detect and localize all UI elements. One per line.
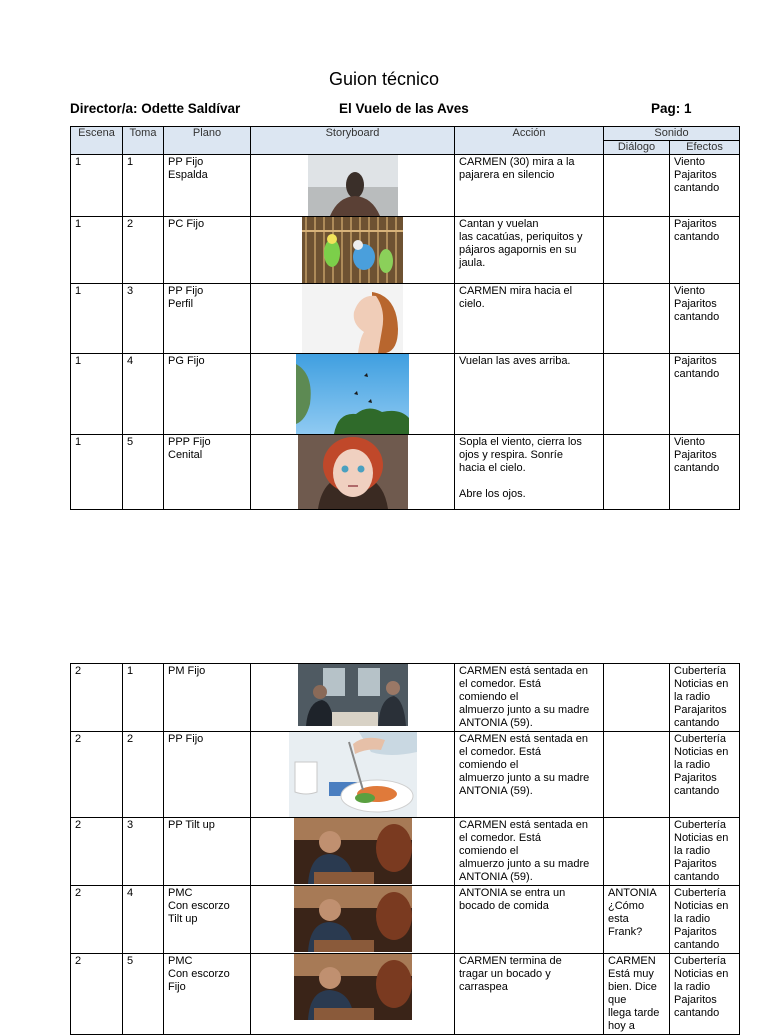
accion-line: ANTONIA (59).	[459, 785, 533, 797]
dialogo-line: Frank?	[608, 926, 643, 938]
efectos-line: cantando	[674, 231, 720, 243]
accion-cell	[455, 664, 604, 732]
header-toma: Toma	[123, 127, 164, 155]
toma-cell: 1	[123, 664, 164, 732]
accion-line: almuerzo junto a su madre	[459, 772, 590, 784]
accion-line: almuerzo junto a su madre	[459, 704, 590, 716]
storyboard-image-birds-sky-trees	[296, 354, 409, 434]
accion-line: comiendo el	[459, 759, 519, 771]
plano-cell	[164, 954, 251, 1035]
efectos-line: cantando	[674, 785, 720, 797]
efectos-line: Pajaritos	[674, 218, 717, 230]
efectos-line: Pajaritos	[674, 772, 717, 784]
plano-line: Perfil	[168, 298, 194, 310]
accion-cell	[455, 155, 604, 217]
efectos-line: Pajaritos	[674, 926, 717, 938]
storyboard-image-hand-fork-plate	[289, 732, 417, 817]
dialogo-line: hoy a	[608, 1020, 635, 1032]
dialogo-line: bien. Dice	[608, 981, 657, 993]
efectos-cell	[670, 217, 740, 284]
escena-cell: 2	[71, 886, 123, 954]
efectos-cell	[670, 155, 740, 217]
storyboard-cell	[251, 664, 455, 732]
table-row	[71, 354, 740, 435]
accion-cell	[455, 217, 604, 284]
script-table-2	[70, 663, 740, 1035]
accion-line: Vuelan las aves arriba.	[459, 355, 571, 367]
efectos-cell	[670, 732, 740, 818]
table-row	[71, 664, 740, 732]
accion-line: CARMEN termina de	[459, 955, 562, 967]
escena-cell: 1	[71, 155, 123, 217]
dialogo-line: ¿Cómo	[608, 900, 645, 912]
efectos-line: la radio	[674, 759, 711, 771]
efectos-cell	[670, 818, 740, 886]
plano-line: PP Fijo	[168, 285, 204, 297]
header-accion: Acción	[455, 127, 604, 155]
toma-cell: 3	[123, 284, 164, 354]
accion-line: tragar un bocado y	[459, 968, 551, 980]
efectos-line: cantando	[674, 1007, 720, 1019]
efectos-line: la radio	[674, 913, 711, 925]
toma-cell: 4	[123, 354, 164, 435]
efectos-line: Pajaritos	[674, 858, 717, 870]
accion-cell	[455, 284, 604, 354]
toma-cell: 5	[123, 954, 164, 1035]
accion-cell	[455, 732, 604, 818]
efectos-line: Viento	[674, 436, 705, 448]
table-row	[71, 954, 740, 1035]
efectos-line: Noticias en	[674, 900, 729, 912]
accion-line: CARMEN mira hacia el	[459, 285, 573, 297]
accion-cell	[455, 886, 604, 954]
efectos-cell	[670, 664, 740, 732]
accion-line: hacia el cielo.	[459, 462, 526, 474]
accion-line: CARMEN (30) mira a la	[459, 156, 575, 168]
efectos-line: Pajaritos	[674, 994, 717, 1006]
plano-line: PPP Fijo	[168, 436, 211, 448]
toma-cell: 2	[123, 217, 164, 284]
escena-cell: 1	[71, 284, 123, 354]
efectos-line: la radio	[674, 691, 711, 703]
storyboard-cell	[251, 354, 455, 435]
storyboard-cell	[251, 886, 455, 954]
plano-line: PMC	[168, 887, 193, 899]
header-escena: Escena	[71, 127, 123, 155]
accion-line: carraspea	[459, 981, 508, 993]
storyboard-image-dining-room-two-people	[298, 664, 408, 726]
plano-line: Cenital	[168, 449, 203, 461]
plano-cell	[164, 354, 251, 435]
plano-cell	[164, 217, 251, 284]
accion-cell	[455, 354, 604, 435]
efectos-line: cantando	[674, 311, 720, 323]
table-row	[71, 217, 740, 284]
accion-line: el comedor. Está	[459, 678, 541, 690]
efectos-line: Cubertería	[674, 887, 726, 899]
accion-line: pájaros agapornis en su	[459, 244, 577, 256]
dialogo-cell	[604, 818, 670, 886]
dialogo-cell	[604, 664, 670, 732]
plano-line: PP Fijo	[168, 156, 204, 168]
efectos-line: Cubertería	[674, 955, 726, 967]
toma-cell: 5	[123, 435, 164, 510]
header-storyboard: Storyboard	[251, 127, 455, 155]
accion-line: comiendo el	[459, 845, 519, 857]
dialogo-cell	[604, 354, 670, 435]
plano-cell	[164, 818, 251, 886]
plano-cell	[164, 435, 251, 510]
dialogo-line: ANTONIA	[608, 887, 657, 899]
plano-line: PM Fijo	[168, 665, 206, 677]
efectos-line: Cubertería	[674, 733, 726, 745]
efectos-line: cantando	[674, 871, 720, 883]
plano-line: Con escorzo	[168, 900, 230, 912]
accion-line: ANTONIA (59).	[459, 871, 533, 883]
efectos-line: Noticias en	[674, 678, 729, 690]
efectos-line: Pajaritos	[674, 169, 717, 181]
storyboard-image-man-eating-diner	[294, 954, 412, 1020]
plano-line: PC Fijo	[168, 218, 205, 230]
storyboard-cell	[251, 732, 455, 818]
header-efectos: Efectos	[670, 141, 740, 155]
efectos-line: Cubertería	[674, 665, 726, 677]
efectos-line: cantando	[674, 939, 720, 951]
accion-line: las cacatúas, periquitos y	[459, 231, 583, 243]
efectos-line: la radio	[674, 845, 711, 857]
efectos-cell	[670, 435, 740, 510]
header-plano: Plano	[164, 127, 251, 155]
storyboard-cell	[251, 818, 455, 886]
document-title: Guion técnico	[328, 69, 440, 89]
dialogo-line: Está muy	[608, 968, 654, 980]
dialogo-cell	[604, 217, 670, 284]
plano-line: Tilt up	[168, 913, 198, 925]
efectos-line: Parajaritos	[674, 704, 727, 716]
accion-line: CARMEN está sentada en	[459, 819, 589, 831]
accion-line: Cantan y vuelan	[459, 218, 539, 230]
efectos-line: Pajaritos	[674, 449, 717, 461]
efectos-line: Viento	[674, 285, 705, 297]
plano-cell	[164, 155, 251, 217]
efectos-line: Noticias en	[674, 746, 729, 758]
accion-line: bocado de comida	[459, 900, 549, 912]
accion-cell	[455, 818, 604, 886]
escena-cell: 2	[71, 664, 123, 732]
efectos-line: Noticias en	[674, 832, 729, 844]
plano-cell	[164, 886, 251, 954]
efectos-line: cantando	[674, 182, 720, 194]
efectos-cell	[670, 886, 740, 954]
dialogo-cell	[604, 435, 670, 510]
dialogo-line: esta	[608, 913, 629, 925]
table-row	[71, 732, 740, 818]
accion-line: cielo.	[459, 298, 485, 310]
dialogo-line: que	[608, 994, 627, 1006]
accion-line: CARMEN está sentada en	[459, 733, 589, 745]
plano-line: Espalda	[168, 169, 208, 181]
storyboard-image-parakeets-cage	[302, 217, 403, 283]
dialogo-cell	[604, 284, 670, 354]
plano-line: Fijo	[168, 981, 186, 993]
table-row	[71, 886, 740, 954]
accion-line: Sopla el viento, cierra los	[459, 436, 582, 448]
escena-cell: 2	[71, 732, 123, 818]
efectos-line: cantando	[674, 462, 720, 474]
storyboard-image-woman-back-sea	[308, 155, 398, 216]
dialogo-line: llega tarde	[608, 1007, 660, 1019]
storyboard-cell	[251, 954, 455, 1035]
toma-cell: 2	[123, 732, 164, 818]
accion-cell	[455, 954, 604, 1035]
accion-line: ojos y respira. Sonríe	[459, 449, 563, 461]
accion-line: jaula.	[459, 257, 486, 269]
toma-cell: 3	[123, 818, 164, 886]
accion-line: ANTONIA se entra un	[459, 887, 566, 899]
toma-cell: 1	[123, 155, 164, 217]
efectos-line: cantando	[674, 717, 720, 729]
plano-cell	[164, 284, 251, 354]
efectos-cell	[670, 354, 740, 435]
plano-cell	[164, 664, 251, 732]
plano-line: PG Fijo	[168, 355, 205, 367]
table-row	[71, 818, 740, 886]
storyboard-cell	[251, 217, 455, 284]
storyboard-cell	[251, 284, 455, 354]
accion-line: CARMEN está sentada en	[459, 665, 589, 677]
table-row	[71, 435, 740, 510]
accion-line: pajarera en silencio	[459, 169, 555, 181]
accion-line: ANTONIA (59).	[459, 717, 533, 729]
efectos-line: Pajaritos	[674, 298, 717, 310]
storyboard-image-man-eating-diner	[294, 886, 412, 952]
storyboard-cell	[251, 155, 455, 217]
storyboard-image-man-eating-diner	[294, 818, 412, 884]
page-number: Pag: 1	[651, 101, 692, 116]
director-label: Director/a: Odette Saldívar	[70, 101, 241, 116]
plano-line: Con escorzo	[168, 968, 230, 980]
storyboard-image-redhead-face-overhead	[298, 435, 408, 509]
efectos-line: cantando	[674, 368, 720, 380]
efectos-line: Viento	[674, 156, 705, 168]
efectos-cell	[670, 954, 740, 1035]
efectos-line: la radio	[674, 981, 711, 993]
header-dialogo: Diálogo	[604, 141, 670, 155]
escena-cell: 1	[71, 354, 123, 435]
dialogo-line: CARMEN	[608, 955, 656, 967]
dialogo-cell	[604, 155, 670, 217]
dialogo-cell	[604, 886, 670, 954]
toma-cell: 4	[123, 886, 164, 954]
efectos-line: Noticias en	[674, 968, 729, 980]
escena-cell: 2	[71, 954, 123, 1035]
plano-line: PP Tilt up	[168, 819, 215, 831]
film-title: El Vuelo de las Aves	[339, 101, 469, 116]
table-row	[71, 155, 740, 217]
accion-line: el comedor. Está	[459, 832, 541, 844]
plano-line: PP Fijo	[168, 733, 204, 745]
plano-cell	[164, 732, 251, 818]
accion-line: el comedor. Está	[459, 746, 541, 758]
storyboard-cell	[251, 435, 455, 510]
escena-cell: 1	[71, 435, 123, 510]
accion-line: almuerzo junto a su madre	[459, 858, 590, 870]
dialogo-cell	[604, 954, 670, 1035]
storyboard-image-woman-profile-red-hair	[302, 284, 403, 353]
header-sonido: Sonido	[604, 127, 740, 141]
accion-line: comiendo el	[459, 691, 519, 703]
table-row	[71, 284, 740, 354]
accion-line: Abre los ojos.	[459, 488, 526, 500]
accion-cell	[455, 435, 604, 510]
escena-cell: 1	[71, 217, 123, 284]
efectos-line: Pajaritos	[674, 355, 717, 367]
dialogo-cell	[604, 732, 670, 818]
efectos-line: Cubertería	[674, 819, 726, 831]
escena-cell: 2	[71, 818, 123, 886]
script-table-1	[70, 126, 740, 510]
plano-line: PMC	[168, 955, 193, 967]
efectos-cell	[670, 284, 740, 354]
